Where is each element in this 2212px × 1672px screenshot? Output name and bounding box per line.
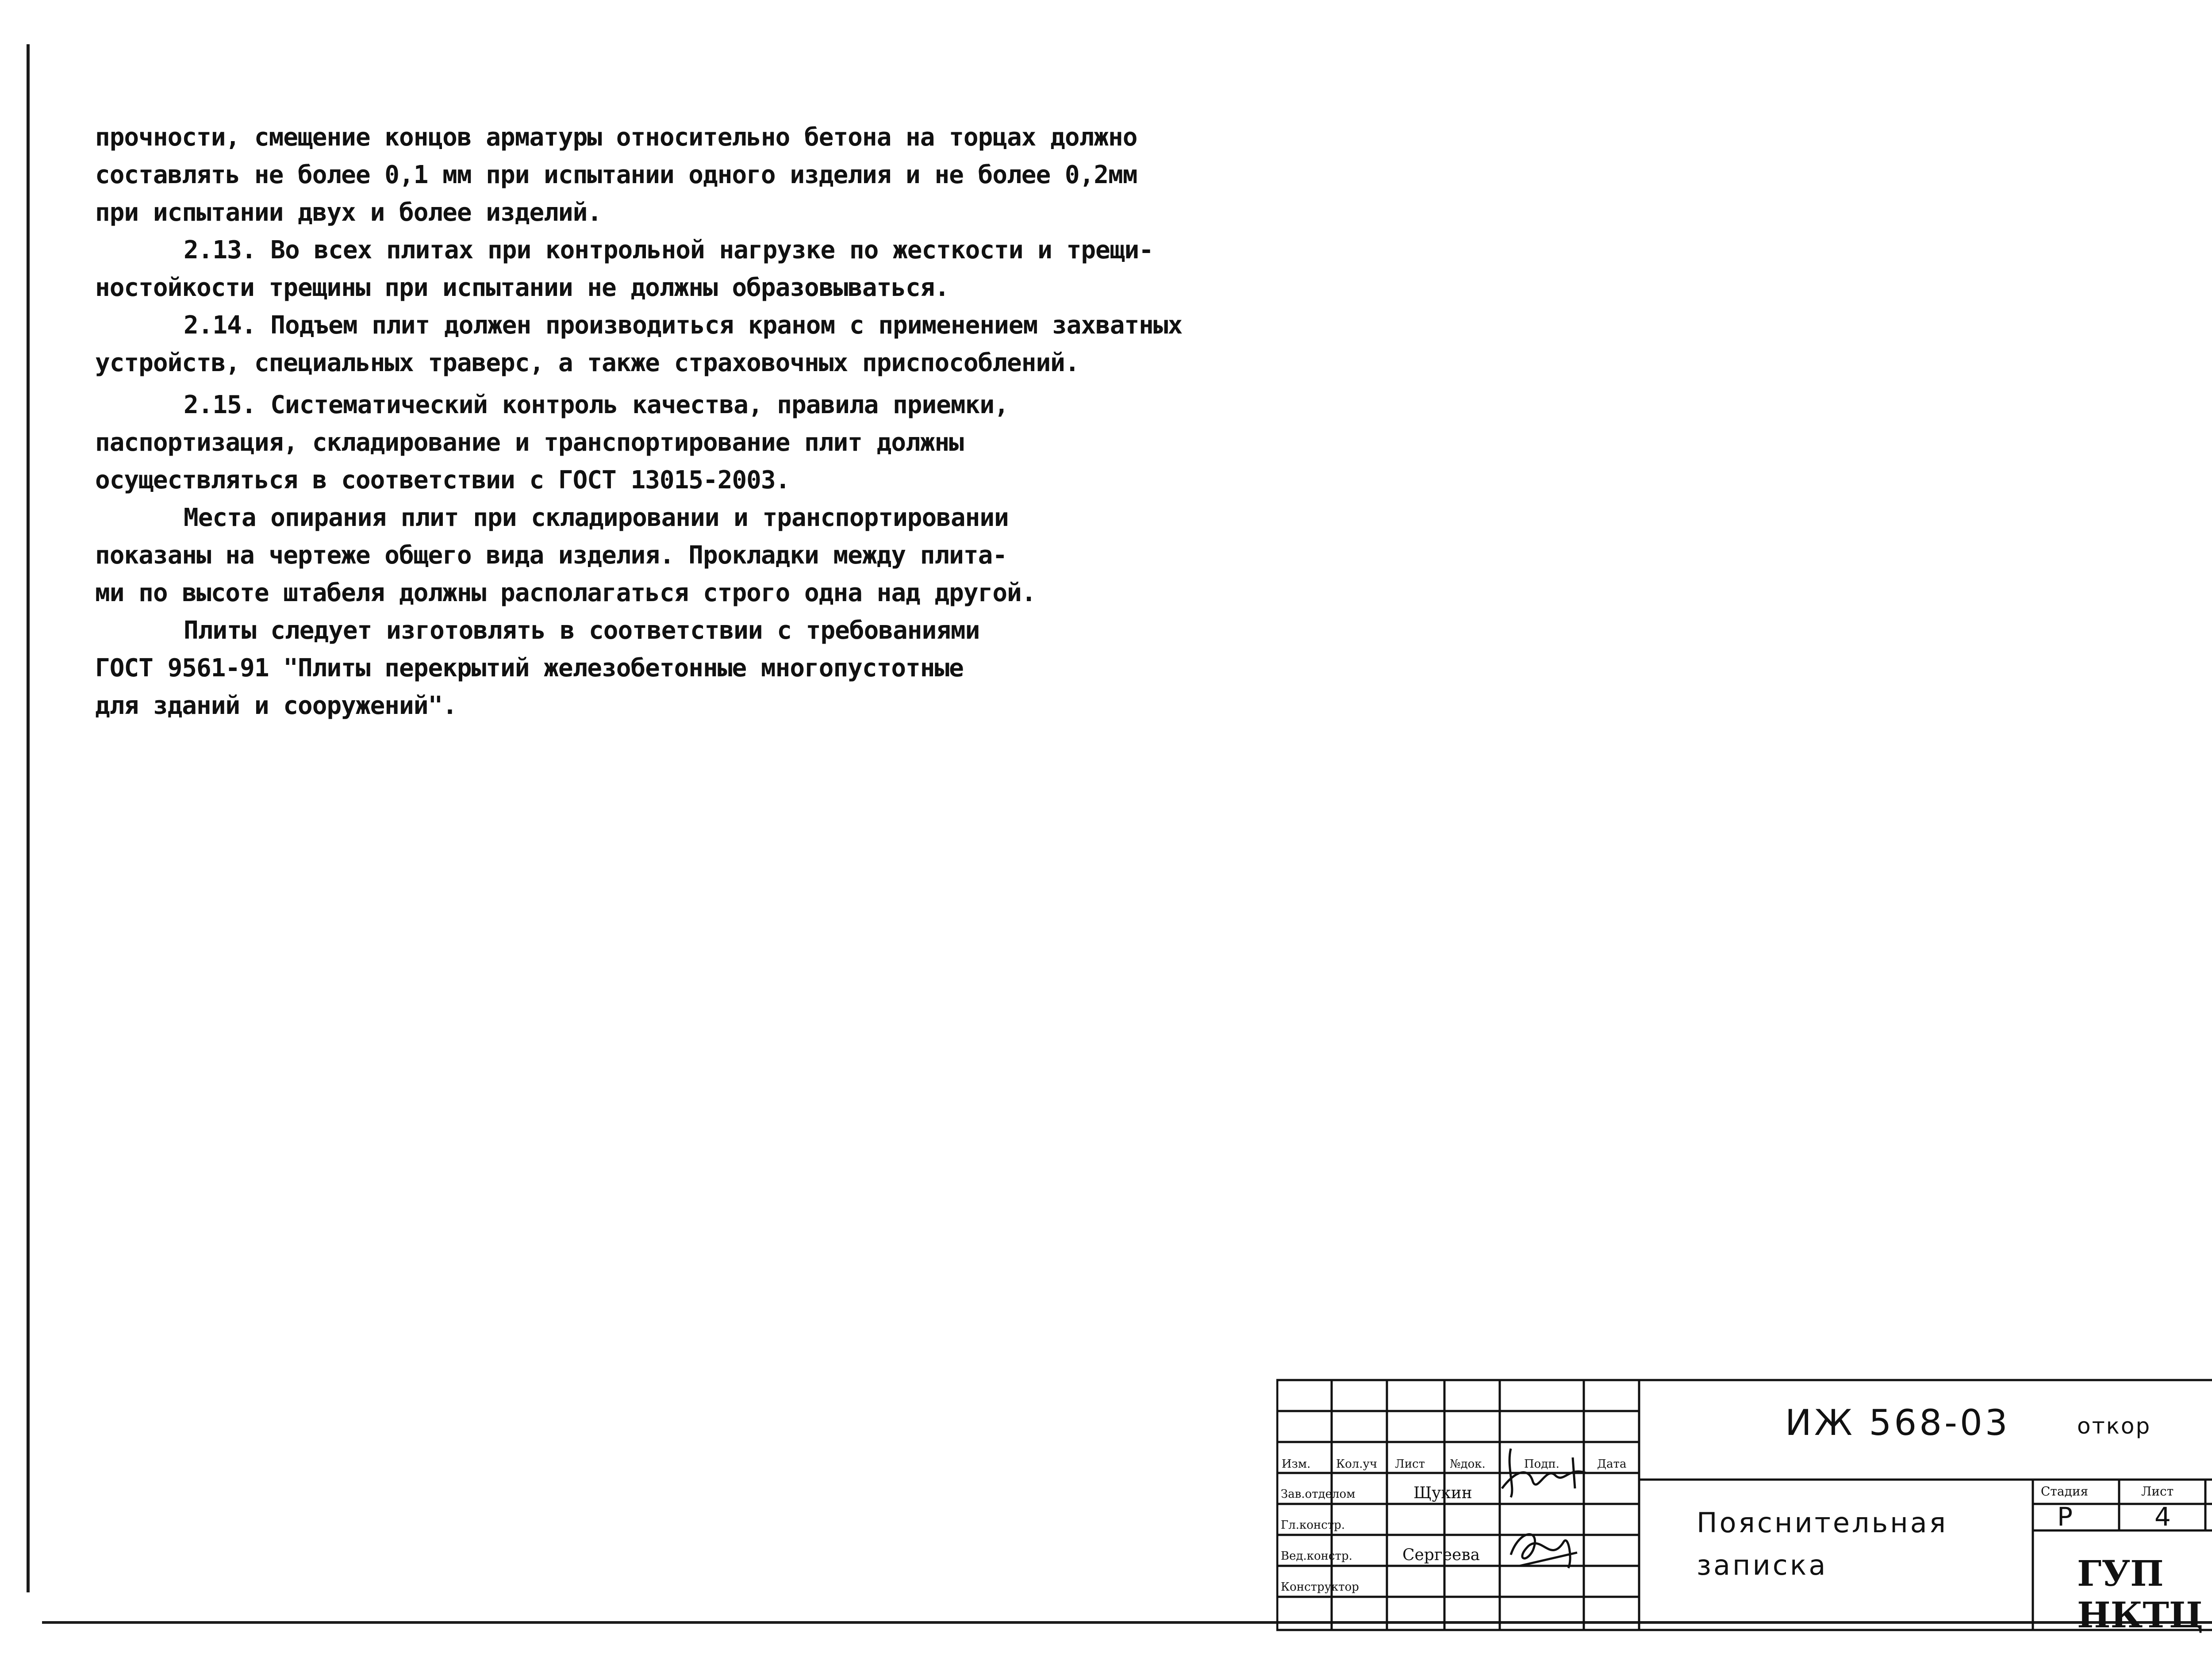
stage-header: Стадия (2041, 1484, 2089, 1499)
organization-name: ГУП НКТЦ (2077, 1553, 2204, 1636)
document-name-line2: записка (1697, 1549, 1828, 1581)
support-places-line: Места опирания плит при складировании и транспортировании (184, 503, 1009, 532)
title-block (1276, 1378, 2212, 1636)
clause-2-15-line: осуществляться в соответствии с ГОСТ 13015-2003. (95, 466, 790, 495)
support-places-line: показаны на чертеже общего вида изделия. Прокладки между плита- (95, 541, 1007, 570)
signature-zav-otdel-icon (1498, 1440, 1604, 1502)
signature-ved-konstr-icon (1502, 1524, 1590, 1572)
explanatory-text (95, 119, 1290, 725)
clause-2-14-line: устройств, специальных траверс, а также страховочных приспособлений. (95, 349, 1079, 377)
frame-left-border (27, 44, 30, 1592)
header-kol-uch: Кол.уч (1336, 1457, 1378, 1471)
role-gl-konstr: Гл.констр. (1281, 1519, 1345, 1532)
header-data: Дата (1597, 1457, 1627, 1471)
clause-2-15-line: 2.15. Систематический контроль качества, правила приемки, (184, 391, 1009, 419)
name-ved-konstr: Сергеева (1402, 1546, 1480, 1564)
gost-requirement-line: Плиты следует изготовлять в соответствии с требованиями (184, 616, 980, 645)
role-zav-otdel: Зав.отделом (1281, 1488, 1356, 1501)
header-izm: Изм. (1282, 1457, 1311, 1471)
clause-2-13-line: 2.13. Во всех плитах при контрольной нагрузке по жесткости и трещи- (184, 236, 1153, 265)
stage-value: Р (2057, 1502, 2073, 1532)
text-line: прочности, смещение концов арматуры относительно бетона на торцах должно (95, 123, 1137, 152)
role-konstruktor: Конструктор (1281, 1580, 1359, 1594)
clause-2-14-line: 2.14. Подъем плит должен производиться краном с применением захватных (184, 311, 1183, 340)
gost-requirement-line: для зданий и сооружений". (95, 691, 457, 720)
document-code-suffix: откор (2077, 1413, 2151, 1439)
sheet-header: Лист (2141, 1484, 2174, 1499)
document-name-line1: Пояснительная (1697, 1507, 1948, 1539)
text-line: составлять не более 0,1 мм при испытании одного изделия и не более 0,2мм (95, 161, 1137, 189)
support-places-line: ми по высоте штабеля должны располагаться строго одна над другой. (95, 579, 1036, 607)
name-zav-otdel: Щукин (1413, 1484, 1472, 1502)
header-list: Лист (1395, 1457, 1425, 1471)
header-podp: Подп. (1524, 1457, 1559, 1471)
clause-2-15-line: паспортизация, складирование и транспортирование плит должны (95, 428, 964, 457)
sheet-value: 4 (2154, 1502, 2171, 1532)
document-name (1697, 1502, 1948, 1587)
document-code: ИЖ 568-03 (1785, 1402, 2010, 1443)
header-n-dok: №док. (1450, 1457, 1486, 1471)
text-line: при испытании двух и более изделий. (95, 198, 602, 227)
clause-2-13-line: ностойкости трещины при испытании не должны образовываться. (95, 273, 949, 302)
gost-requirement-line: ГОСТ 9561-91 "Плиты перекрытий железобетонные многопустотные (95, 654, 964, 683)
role-ved-konstr: Вед.констр. (1281, 1549, 1352, 1563)
